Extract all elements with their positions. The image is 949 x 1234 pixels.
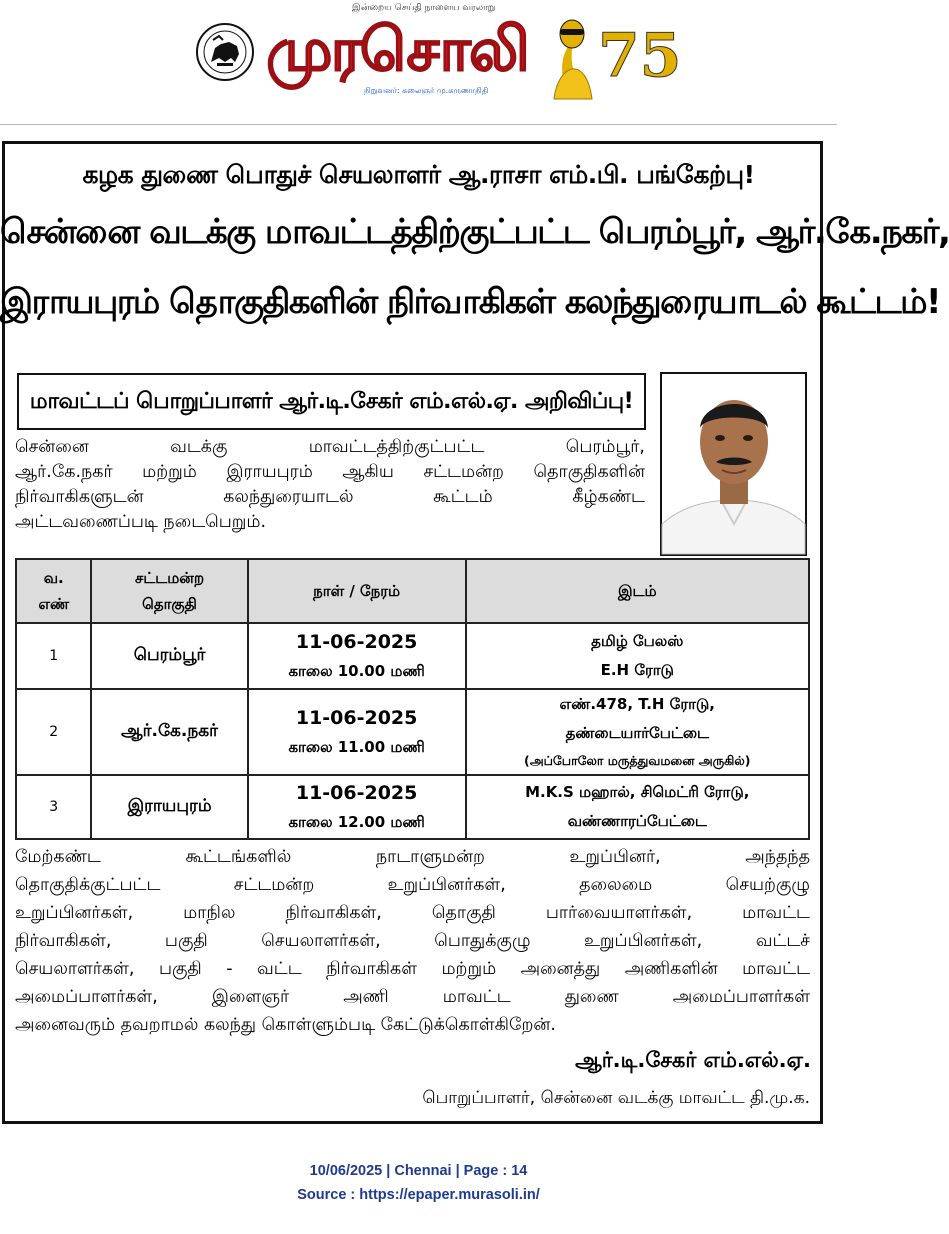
intro-line-2: ஆர்.கே.நகர் மற்றும் இராயபுரம் ஆகிய சட்டமன்ற தொகுதிகளின் xyxy=(15,462,645,482)
schedule-table xyxy=(15,558,810,840)
masthead-tagline: இன்றைய செய்தி நாளைய வரலாறு xyxy=(352,3,496,13)
subheading: மாவட்டப் பொறுப்பாளர் ஆர்.டி.சேகர் எம்.எல்.ஏ. அறிவிப்பு! xyxy=(29,389,634,414)
row-venue: எண்.478, T.H ரோடு, தண்டையார்பேட்டை (அப்போலோ மருத்துவமனை அருகில்) xyxy=(466,689,809,775)
headline-2: சென்னை வடக்கு மாவட்டத்திற்குட்பட்ட பெரம்பூர், ஆர்.கே.நகர், xyxy=(0,212,949,252)
row-datetime xyxy=(248,623,466,689)
header-constituency: சட்டமன்ற தொகுதி xyxy=(91,559,247,623)
body-line-4: நிர்வாகிகள், பகுதி செயலாளர்கள், பொதுக்குழு உறுப்பினர்கள், வட்டச் xyxy=(15,931,810,951)
signatory-designation: பொறுப்பாளர், சென்னை வடக்கு மாவட்ட தி.மு.க. xyxy=(422,1088,810,1108)
table-row xyxy=(16,689,809,775)
masthead xyxy=(0,0,837,115)
row-constituency: ஆர்.கே.நகர் xyxy=(91,689,247,775)
row-datetime xyxy=(248,689,466,775)
body-line-6: அமைப்பாளர்கள், இளைஞர் அணி மாவட்ட துணை அமைப்பாளர்கள் xyxy=(15,987,810,1007)
header-datetime: நாள் / நேரம் xyxy=(248,559,466,623)
party-emblem-icon xyxy=(195,22,255,82)
row-date: 11-06-2025 xyxy=(295,782,418,804)
footer-date-page: 10/06/2025 | Chennai | Page : 14 xyxy=(309,1163,528,1179)
header-serial: வ. எண் xyxy=(16,559,91,623)
row-serial: 1 xyxy=(16,623,91,689)
row-time: காலை 12.00 மணி xyxy=(288,813,425,831)
footer-source: Source : https://epaper.murasoli.in/ xyxy=(297,1187,540,1203)
row-venue: தமிழ் பேலஸ் E.H ரோடு xyxy=(466,623,809,689)
table-row xyxy=(16,623,809,689)
row-date: 11-06-2025 xyxy=(295,631,418,653)
row-datetime xyxy=(248,775,466,839)
row-time: காலை 10.00 மணி xyxy=(288,662,425,680)
row-venue: M.K.S மஹால், சிமெட்ரி ரோடு, வண்ணாரப்பேட்டை xyxy=(466,775,809,839)
anniversary-75-logo xyxy=(540,4,682,104)
body-line-7: அனைவரும் தவறாமல் கலந்து கொள்ளும்படி கேட்டுக்கொள்கிறேன். xyxy=(15,1015,556,1035)
portrait-illustration xyxy=(662,374,805,554)
masthead-divider xyxy=(0,124,837,125)
row-constituency: இராயபுரம் xyxy=(91,775,247,839)
body-line-1: மேற்கண்ட கூட்டங்களில் நாடாளுமன்ற உறுப்பினர், அந்தந்த xyxy=(15,847,810,867)
headline-1: கழக துணை பொதுச் செயலாளர் ஆ.ராசா எம்.பி. பங்கேற்பு! xyxy=(82,160,755,189)
anniversary-number: 75 xyxy=(598,21,682,91)
row-serial: 2 xyxy=(16,689,91,775)
table-header-row xyxy=(16,559,809,623)
body-line-3: உறுப்பினர்கள், மாநில நிர்வாகிகள், தொகுதி பார்வையாளர்கள், மாவட்ட xyxy=(15,903,810,923)
header-venue: இடம் xyxy=(466,559,809,623)
row-serial: 3 xyxy=(16,775,91,839)
row-constituency: பெரம்பூர் xyxy=(91,623,247,689)
row-time: காலை 11.00 மணி xyxy=(288,738,425,756)
intro-line-1: சென்னை வடக்கு மாவட்டத்திற்குட்பட்ட பெரம்பூர், xyxy=(15,437,645,457)
founder-line: நிறுவனர்: கலைஞர் மு.கருணாநிதி xyxy=(364,86,489,95)
intro-line-4: அட்டவணைப்படி நடைபெறும். xyxy=(15,512,267,532)
body-line-2: தொகுதிக்குட்பட்ட சட்டமன்ற உறுப்பினர்கள், தலைமை செயற்குழு xyxy=(15,875,810,895)
headline-3: இராயபுரம் தொகுதிகளின் நிர்வாகிகள் கலந்துரையாடல் கூட்டம்! xyxy=(0,282,940,322)
masthead-title: முரசொலி xyxy=(266,15,528,85)
body-line-5: செயலாளர்கள், பகுதி - வட்ட நிர்வாகிகள் மற்றும் அனைத்து அணிகளின் மாவட்ட xyxy=(15,959,810,979)
table-row xyxy=(16,775,809,839)
row-date: 11-06-2025 xyxy=(295,707,418,729)
portrait-photo xyxy=(660,372,807,556)
intro-line-3: நிர்வாகிகளுடன் கலந்துரையாடல் கூட்டம் கீழ்கண்ட xyxy=(15,487,645,507)
signatory-name: ஆர்.டி.சேகர் எம்.எல்.ஏ. xyxy=(575,1048,811,1072)
